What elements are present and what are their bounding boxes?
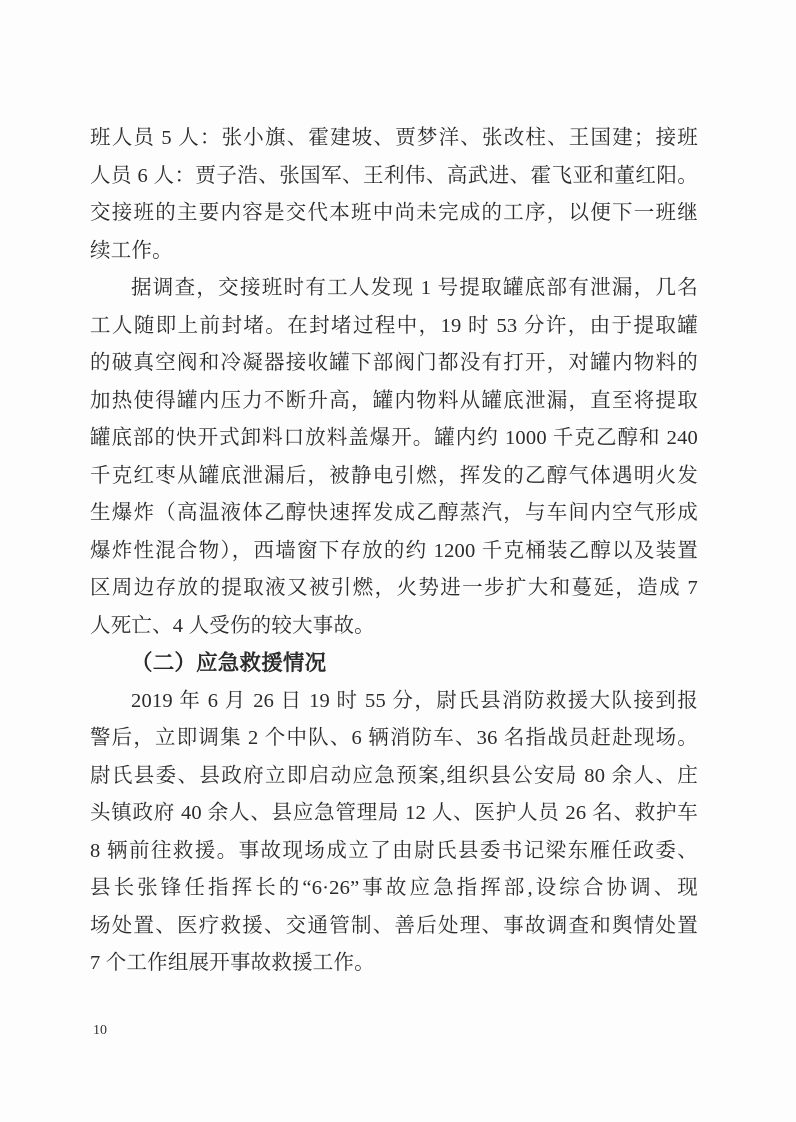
text-line: 班人员 5 人：张小旗、霍建坡、贾梦洋、张改柱、王国建；接班 — [90, 127, 698, 149]
text-line: 千克红枣从罐底泄漏后，被静电引燃，挥发的乙醇气体遇明火发 — [90, 464, 698, 487]
text-block — [90, 120, 698, 983]
page-number: 10 — [93, 1023, 107, 1038]
text-line: 人死亡、4 人受伤的较大事故。 — [90, 614, 375, 637]
text-line: 生爆炸（高温液体乙醇快速挥发成乙醇蒸汽，与车间内空气形成 — [90, 502, 698, 524]
text-line: 加热使得罐内压力不断升高，罐内物料从罐底泄漏，直至将提取 — [90, 389, 698, 412]
paragraph — [90, 683, 698, 983]
text-line: 的破真空阀和冷凝器接收罐下部阀门都没有打开，对罐内物料的 — [90, 352, 698, 374]
text-line: 8 辆前往救援。事故现场成立了由尉氏县委书记梁东雁任政委、 — [90, 839, 698, 862]
text-line: 县长张锋任指挥长的“6·26”事故应急指挥部,设综合协调、现 — [90, 877, 698, 899]
text-line: 区周边存放的提取液又被引燃，火势进一步扩大和蔓延，造成 7 — [90, 577, 698, 599]
text-line: 2019 年 6 月 26 日 19 时 55 分，尉氏县消防救援大队接到报 — [131, 689, 698, 712]
section — [90, 645, 698, 683]
paragraph — [90, 120, 698, 270]
text-line: 交接班的主要内容是交代本班中尚未完成的工序，以便下一班继 — [90, 202, 698, 224]
text-line: 头镇政府 40 余人、县应急管理局 12 人、医护人员 26 名、救护车 — [90, 802, 698, 824]
text-line: 尉氏县委、县政府立即启动应急预案,组织县公安局 80 余人、庄 — [90, 764, 698, 787]
text-line: 爆炸性混合物），西墙窗下存放的约 1200 千克桶装乙醇以及装置 — [90, 539, 698, 562]
text-line: 场处置、医疗救援、交通管制、善后处理、事故调查和舆情处置 — [90, 914, 698, 937]
text-line: 人员 6 人：贾子浩、张国军、王利伟、高武进、霍飞亚和董红阳。 — [90, 164, 698, 187]
text-line: 工人随即上前封堵。在封堵过程中，19 时 53 分许，由于提取罐 — [90, 314, 698, 337]
paragraph — [90, 270, 698, 645]
section-heading: （二）应急救援情况 — [131, 651, 327, 675]
text-line: 续工作。 — [90, 239, 173, 262]
text-line: 据调查，交接班时有工人发现 1 号提取罐底部有泄漏，几名 — [131, 277, 698, 299]
text-line: 罐底部的快开式卸料口放料盖爆开。罐内约 1000 千克乙醇和 240 — [90, 427, 698, 449]
text-line: 7 个工作组展开事故救援工作。 — [90, 952, 375, 974]
text-line: 警后，立即调集 2 个中队、6 辆消防车、36 名指战员赶赴现场。 — [90, 727, 698, 749]
